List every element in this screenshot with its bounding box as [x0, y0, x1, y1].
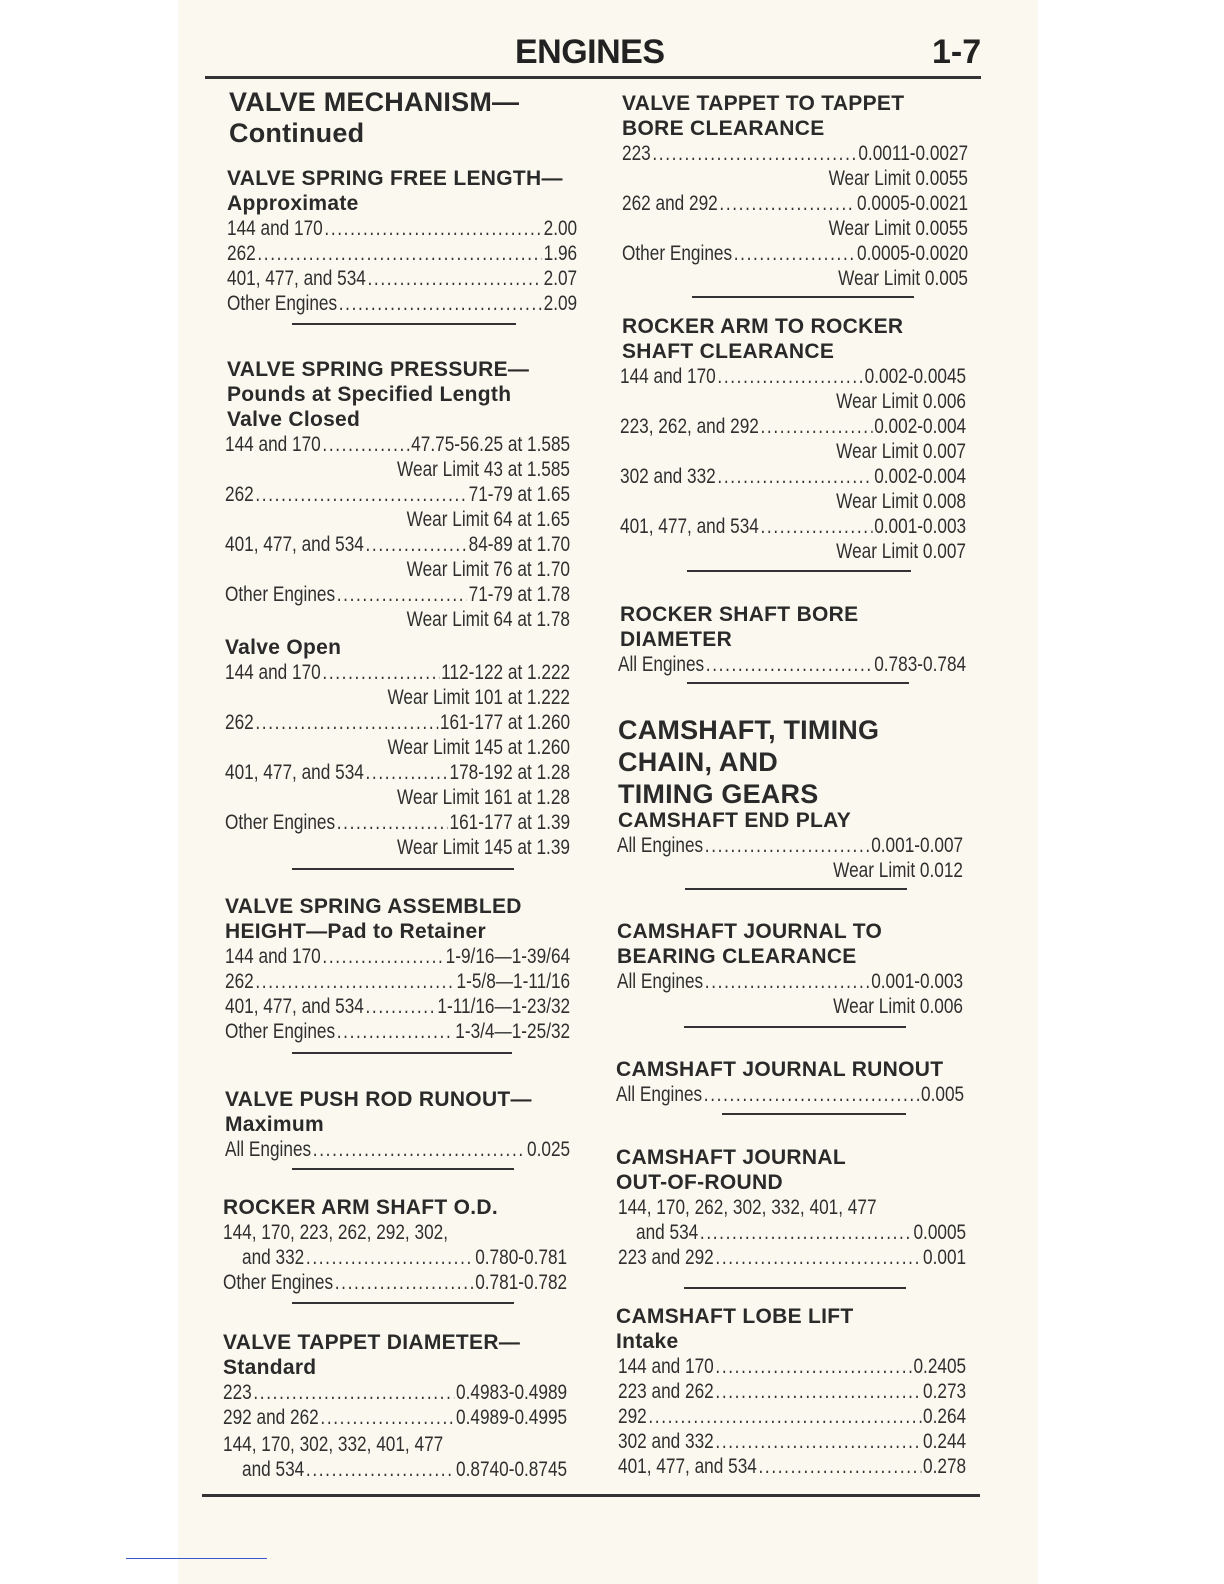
- page-number: 1-7: [932, 33, 982, 71]
- section-divider: [684, 1026, 906, 1028]
- spec-table: [617, 833, 963, 883]
- wear-limit: Wear Limit 64 at 1.78: [406, 608, 570, 631]
- spec-row: 292 and 262 ..... 0.4989-0.4995: [223, 1405, 567, 1430]
- spec-row: 262 ..... 1.96: [227, 241, 577, 266]
- spec-line: 144, 170, 262, 302, 332, 401, 477: [618, 1196, 877, 1219]
- spec-row: 223 ..... 0.4983-0.4989: [223, 1380, 567, 1405]
- spec-subheading: Valve Open: [225, 636, 342, 659]
- section-divider: [685, 888, 907, 890]
- spec-row: 144 and 170 ..... 1-9/16—1-39/64: [225, 944, 570, 969]
- spec-heading: VALVE SPRING FREE LENGTH—: [227, 167, 563, 190]
- spec-heading: CAMSHAFT END PLAY: [618, 809, 852, 832]
- spec-table: [616, 1082, 964, 1107]
- spec-heading: BEARING CLEARANCE: [617, 945, 857, 968]
- wear-limit: Wear Limit 0.007: [836, 540, 966, 563]
- spec-row: 292 ..... 0.264: [618, 1404, 966, 1429]
- spec-heading: SHAFT CLEARANCE: [622, 340, 835, 363]
- spec-row: and 534 ..... 0.0005: [636, 1220, 966, 1245]
- section-title: TIMING GEARS: [618, 779, 819, 809]
- spec-table: [620, 364, 966, 564]
- spec-row: 302 and 332 ..... 0.244: [618, 1429, 966, 1454]
- spec-table: [225, 432, 570, 632]
- spec-row: 144 and 170 ..... 47.75-56.25 at 1.585: [225, 432, 570, 457]
- spec-row: 223 ..... 0.0011-0.0027: [622, 141, 968, 166]
- spec-table: [622, 141, 968, 291]
- spec-row: Other Engines ..... 161-177 at 1.39: [225, 810, 570, 835]
- wear-limit: Wear Limit 0.0055: [828, 217, 968, 240]
- spec-subheading: Intake: [616, 1330, 679, 1353]
- spec-row: and 332 ..... 0.780-0.781: [242, 1245, 567, 1270]
- spec-table: [242, 1457, 567, 1482]
- spec-table: [618, 1354, 966, 1479]
- spec-row: 401, 477, and 534 ..... 1-11/16—1-23/32: [225, 994, 570, 1019]
- wear-limit: Wear Limit 145 at 1.260: [387, 736, 570, 759]
- spec-heading: VALVE TAPPET TO TAPPET: [622, 92, 905, 115]
- footer-rule: [202, 1494, 980, 1497]
- spec-row: Other Engines ..... 1-3/4—1-25/32: [225, 1019, 570, 1044]
- spec-row: 223 and 262 ..... 0.273: [618, 1379, 966, 1404]
- spec-row: 223 and 292 ..... 0.001: [618, 1245, 966, 1270]
- wear-limit: Wear Limit 0.012: [833, 859, 963, 882]
- section-title: CAMSHAFT, TIMING: [618, 715, 880, 745]
- spec-row: 144 and 170 ..... 0.002-0.0045: [620, 364, 966, 389]
- spec-table: [617, 969, 963, 1019]
- spec-row: 401, 477, and 534 ..... 0.001-0.003: [620, 514, 966, 539]
- spec-row: 144 and 170 ..... 112-122 at 1.222: [225, 660, 570, 685]
- spec-heading: CAMSHAFT JOURNAL TO: [617, 920, 883, 943]
- section-divider: [292, 323, 516, 325]
- section-divider: [292, 1168, 514, 1170]
- spec-subheading: Standard: [223, 1356, 317, 1379]
- spec-heading: VALVE TAPPET DIAMETER—: [223, 1331, 521, 1354]
- wear-limit: Wear Limit 0.0055: [828, 167, 968, 190]
- spec-table: [225, 944, 570, 1044]
- spec-row: 302 and 332 ..... 0.002-0.004: [620, 464, 966, 489]
- spec-heading: BORE CLEARANCE: [622, 117, 825, 140]
- spec-row: 223, 262, and 292 ..... 0.002-0.004: [620, 414, 966, 439]
- spec-table: [225, 660, 570, 860]
- spec-row: Other Engines ..... 2.09: [227, 291, 577, 316]
- spec-table: [223, 1270, 567, 1295]
- spec-subheading: Valve Closed: [227, 408, 361, 431]
- spec-row: Other Engines ..... 0.781-0.782: [223, 1270, 567, 1295]
- section-divider: [292, 868, 514, 870]
- wear-limit: Wear Limit 0.006: [836, 390, 966, 413]
- spec-row: and 534 ..... 0.8740-0.8745: [242, 1457, 567, 1482]
- spec-row: 262 and 292 ..... 0.0005-0.0021: [622, 191, 968, 216]
- section-divider: [722, 1113, 906, 1115]
- spec-row: 144 and 170 ..... 2.00: [227, 216, 577, 241]
- section-divider: [687, 570, 911, 572]
- spec-row: All Engines ..... 0.001-0.007: [617, 833, 963, 858]
- wear-limit: Wear Limit 64 at 1.65: [406, 508, 570, 531]
- spec-row: 401, 477, and 534 ..... 178-192 at 1.28: [225, 760, 570, 785]
- spec-row: All Engines ..... 0.025: [225, 1137, 570, 1162]
- header-rule: [205, 76, 981, 79]
- spec-row: 262 ..... 1-5/8—1-11/16: [225, 969, 570, 994]
- spec-heading: CAMSHAFT LOBE LIFT: [616, 1305, 854, 1328]
- spec-table: [225, 1137, 570, 1162]
- section-title: VALVE MECHANISM—: [229, 87, 520, 117]
- section-title-continued: Continued: [229, 118, 365, 148]
- spec-heading: VALVE SPRING PRESSURE—: [227, 358, 530, 381]
- spec-row: 401, 477, and 534 ..... 2.07: [227, 266, 577, 291]
- page-title: ENGINES: [515, 33, 665, 71]
- spec-line: 144, 170, 302, 332, 401, 477: [223, 1433, 444, 1456]
- spec-heading: CAMSHAFT JOURNAL RUNOUT: [616, 1058, 944, 1081]
- scan-mark-line: [126, 1558, 267, 1559]
- section-title: CHAIN, AND: [618, 747, 778, 777]
- spec-row: 401, 477, and 534 ..... 84-89 at 1.70: [225, 532, 570, 557]
- wear-limit: Wear Limit 0.008: [836, 490, 966, 513]
- spec-row: All Engines ..... 0.005: [616, 1082, 964, 1107]
- spec-heading: ROCKER ARM SHAFT O.D.: [223, 1196, 499, 1219]
- spec-heading: VALVE PUSH ROD RUNOUT—: [225, 1088, 532, 1111]
- section-divider: [687, 682, 909, 684]
- spec-subheading: Maximum: [225, 1113, 324, 1136]
- spec-line: 144, 170, 223, 262, 292, 302,: [223, 1221, 449, 1244]
- wear-limit: Wear Limit 0.007: [836, 440, 966, 463]
- spec-heading: OUT-OF-ROUND: [616, 1171, 783, 1194]
- spec-heading: ROCKER SHAFT BORE: [620, 603, 859, 626]
- spec-row: 401, 477, and 534 ..... 0.278: [618, 1454, 966, 1479]
- spec-row: Other Engines ..... 0.0005-0.0020: [622, 241, 968, 266]
- section-divider: [684, 1287, 906, 1289]
- spec-heading: DIAMETER: [620, 628, 733, 651]
- wear-limit: Wear Limit 76 at 1.70: [406, 558, 570, 581]
- section-divider: [692, 296, 914, 298]
- spec-subheading: Pounds at Specified Length: [227, 383, 512, 406]
- wear-limit: Wear Limit 101 at 1.222: [387, 686, 570, 709]
- wear-limit: Wear Limit 145 at 1.39: [397, 836, 570, 859]
- spec-subheading: Approximate: [227, 192, 359, 215]
- spec-row: Other Engines ..... 71-79 at 1.78: [225, 582, 570, 607]
- spec-heading: CAMSHAFT JOURNAL: [616, 1146, 846, 1169]
- spec-heading: HEIGHT—Pad to Retainer: [225, 920, 486, 943]
- spec-table: [618, 1245, 966, 1270]
- spec-row: 262 ..... 71-79 at 1.65: [225, 482, 570, 507]
- spec-heading: VALVE SPRING ASSEMBLED: [225, 895, 522, 918]
- spec-row: All Engines ..... 0.783-0.784: [618, 652, 966, 677]
- wear-limit: Wear Limit 0.005: [838, 267, 968, 290]
- spec-table: [636, 1220, 966, 1245]
- spec-table: [223, 1380, 567, 1430]
- spec-table: [227, 216, 577, 316]
- spec-row: 144 and 170 ..... 0.2405: [618, 1354, 966, 1379]
- spec-row: 262 ..... 161-177 at 1.260: [225, 710, 570, 735]
- spec-table: [242, 1245, 567, 1270]
- wear-limit: Wear Limit 43 at 1.585: [397, 458, 570, 481]
- wear-limit: Wear Limit 161 at 1.28: [397, 786, 570, 809]
- spec-heading: ROCKER ARM TO ROCKER: [622, 315, 904, 338]
- wear-limit: Wear Limit 0.006: [833, 995, 963, 1018]
- spec-row: All Engines ..... 0.001-0.003: [617, 969, 963, 994]
- spec-table: [618, 652, 966, 677]
- section-divider: [292, 1302, 514, 1304]
- section-divider: [292, 1052, 512, 1054]
